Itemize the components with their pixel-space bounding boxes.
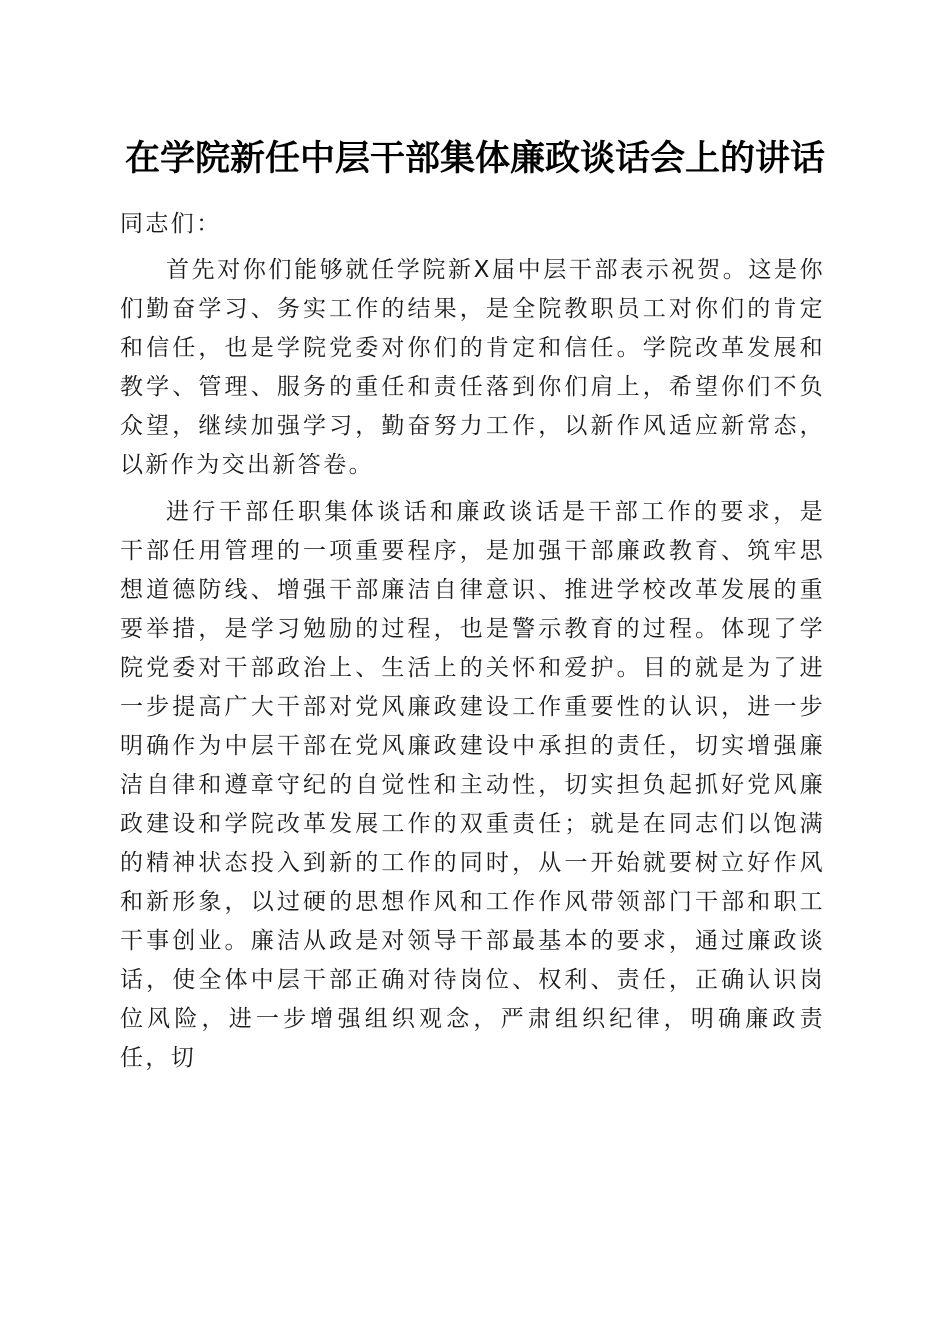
document-title: 在学院新任中层干部集体廉政谈话会上的讲话 bbox=[124, 138, 825, 179]
document-body bbox=[120, 205, 825, 1086]
paragraph-1: 首先对你们能够就任学院新X届中层干部表示祝贺。这是你们勤奋学习、务实工作的结果，是全院教职员工对你们的肯定和信任，也是学院党委对你们的肯定和信任。学院改革发展和教学、管理、服务的重任和责任落到你们肩上，希望你们不负众望，继续加强学习，勤奋努力工作，以新作风适应新常态，以新作为交出新答卷。 bbox=[120, 257, 825, 478]
salutation: 同志们： bbox=[120, 211, 222, 237]
paragraph-2: 进行干部任职集体谈话和廉政谈话是干部工作的要求，是干部任用管理的一项重要程序，是加强干部廉政教育、筑牢思想道德防线、增强干部廉洁自律意识、推进学校改革发展的重要举措，是学习勉励的过程，也是警示教育的过程。体现了学院党委对干部政治上、生活上的关怀和爱护。目的就是为了进一步提高广大干部对党风廉政建设工作重要性的认识，进一步明确作为中层干部在党风廉政建设中承担的责任，切实增强廉洁自律和遵章守纪的自觉性和主动性，切实担负起抓好党风廉政建设和学院改革发展工作的双重责任；就是在同志们以饱满的精神状态投入到新的工作的同时，从一开始就要树立好作风和新形象，以过硬的思想作风和工作作风带领部门干部和职工干事创业。廉洁从政是对领导干部最基本的要求，通过廉政谈话，使全体中层干部正确对待岗位、权利、责任，正确认识岗位风险，进一步增强组织观念，严肃组织纪律，明确廉政责任，切 bbox=[120, 499, 825, 1071]
